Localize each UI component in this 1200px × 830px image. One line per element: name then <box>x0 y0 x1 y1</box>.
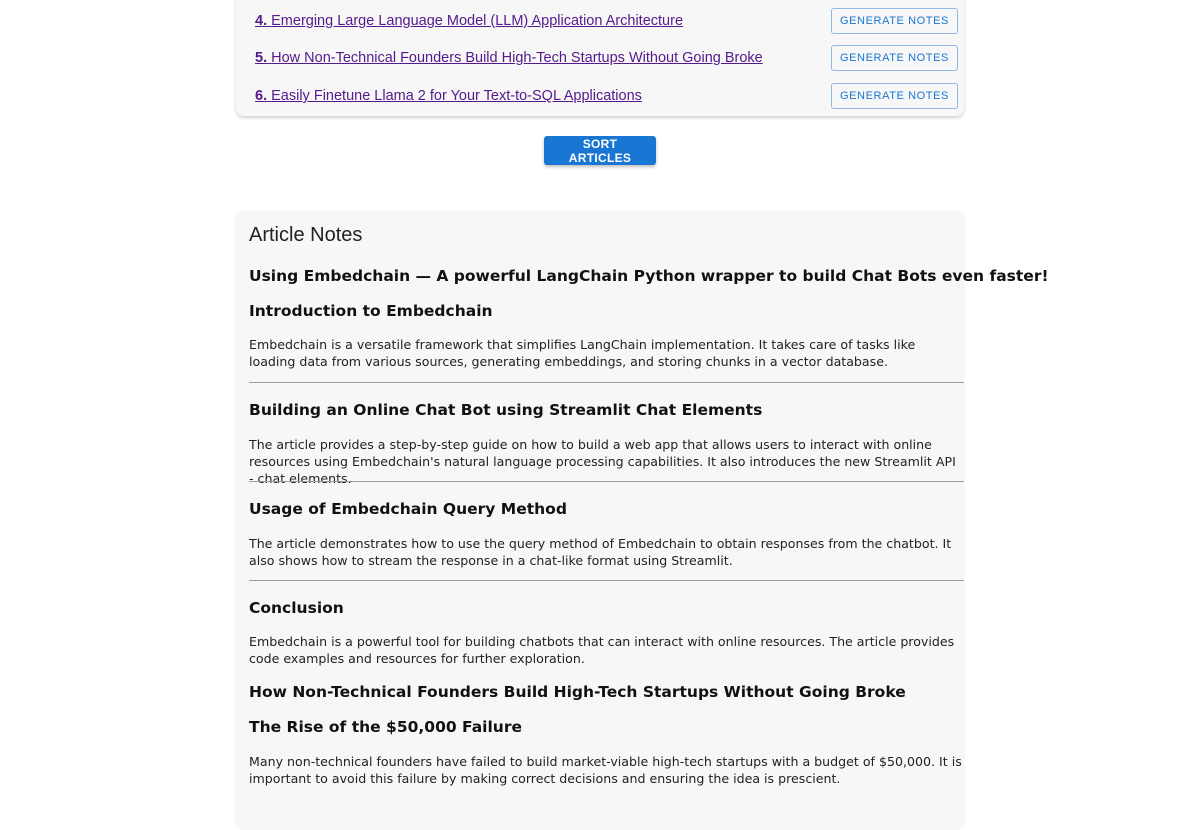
generate-notes-button[interactable]: GENERATE NOTES <box>831 45 958 71</box>
article-notes-panel <box>235 210 1049 830</box>
note-section-heading: Conclusion <box>249 599 344 617</box>
note-document-title: Using Embedchain — A powerful LangChain Python wrapper to build Chat Bots even faster! <box>249 267 1049 285</box>
note-section-heading: The Rise of the $50,000 Failure <box>249 718 522 736</box>
article-title: Easily Finetune Llama 2 for Your Text-to-SQL Applications <box>271 88 642 104</box>
note-section-text: The article demonstrates how to use the query method of Embedchain to obtain responses from the chatbot. It also shows how to stream the response in a chat-like format using Streamlit. <box>249 536 952 568</box>
article-number: 4. <box>255 13 268 29</box>
generate-notes-button[interactable]: GENERATE NOTES <box>831 83 958 109</box>
article-title: Emerging Large Language Model (LLM) Application Architecture <box>271 13 684 29</box>
note-section-text: Many non-technical founders have failed to build market-viable high-tech startups with a budget of $50,000. It is important to avoid this failure by making correct decisions and ensuring the idea is prescient. <box>249 754 962 786</box>
article-row <box>255 81 958 111</box>
generate-notes-button[interactable]: GENERATE NOTES <box>831 8 958 34</box>
article-list <box>236 0 964 116</box>
section-divider <box>249 580 964 581</box>
notes-title: Article Notes <box>249 224 363 246</box>
article-row <box>255 43 958 73</box>
note-section-heading: Building an Online Chat Bot using Streamlit Chat Elements <box>249 401 763 419</box>
article-link[interactable] <box>255 50 763 66</box>
sort-articles-button[interactable]: SORT ARTICLES <box>544 136 656 165</box>
note-section-text: Embedchain is a versatile framework that simplifies LangChain implementation. It takes care of tasks like loading data from various sources, generating embeddings, and storing chunks in a vector database. <box>249 337 916 369</box>
section-divider <box>249 382 964 383</box>
article-title: How Non-Technical Founders Build High-Tech Startups Without Going Broke <box>271 50 763 66</box>
section-divider <box>249 481 964 482</box>
note-section-heading: Introduction to Embedchain <box>249 302 493 320</box>
note-section-heading: Usage of Embedchain Query Method <box>249 500 567 518</box>
article-link[interactable] <box>255 13 683 29</box>
article-number: 5. <box>255 50 268 66</box>
article-link[interactable] <box>255 88 642 104</box>
article-number: 6. <box>255 88 268 104</box>
note-section-text: The article provides a step-by-step guide on how to build a web app that allows users to interact with online resources using Embedchain's natural language processing capabilities. It also introduces the new Streamlit API - chat elements. <box>249 437 956 486</box>
article-row <box>255 6 958 36</box>
note-document-title: How Non-Technical Founders Build High-Tech Startups Without Going Broke <box>249 683 906 701</box>
note-section-text: Embedchain is a powerful tool for building chatbots that can interact with online resources. The article provides code examples and resources for further exploration. <box>249 634 955 666</box>
